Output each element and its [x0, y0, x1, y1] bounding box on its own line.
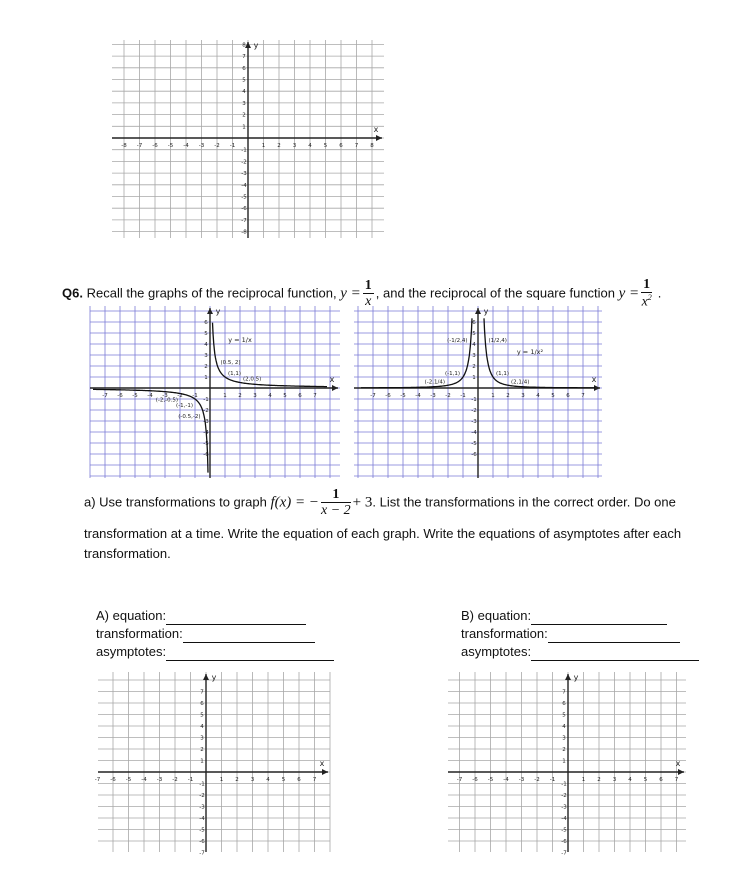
x-tick-label: -2	[445, 393, 451, 399]
x-tick-label: -1	[460, 393, 466, 399]
y-tick-label: 6	[200, 701, 204, 707]
y-tick-label: 6	[242, 65, 246, 72]
x-tick-label: 5	[283, 393, 287, 399]
y-tick-label: -5	[199, 827, 205, 834]
y-tick-label: 5	[200, 712, 204, 719]
block-a: A) equation: transformation: asymptotes:	[96, 607, 334, 661]
y-tick-label: 3	[242, 100, 246, 107]
x-tick-label: -5	[132, 393, 138, 399]
point-label: (0.5, 2)	[220, 360, 241, 366]
x-tick-label: -3	[430, 393, 436, 399]
x-tick-label: -3	[156, 777, 163, 783]
y-tick-label: -1	[471, 397, 477, 403]
y-tick-label: 1	[472, 375, 476, 381]
y-tick-label: 5	[472, 331, 476, 337]
y-tick-label: -6	[471, 452, 477, 458]
y-tick-label: -2	[241, 159, 247, 166]
y-tick-label: -1	[561, 781, 567, 788]
y-axis-arrow	[245, 42, 251, 48]
x-tick-label: 1	[219, 777, 224, 783]
y-tick-label: 7	[200, 689, 204, 696]
y-tick-label: 7	[242, 54, 246, 61]
square-reciprocal-fraction: $\frac{1}{x^2}$	[641, 277, 652, 310]
x-tick-label: 7	[581, 393, 585, 399]
y-tick-label: 5	[562, 712, 566, 719]
x-tick-label: 5	[643, 777, 648, 783]
q6-text-2: and the reciprocal of the square function	[383, 285, 616, 301]
y-equals-2: y =	[618, 285, 640, 302]
x-tick-label: -4	[147, 393, 153, 399]
y-tick-label: 8	[242, 42, 246, 49]
x-tick-label: 5	[281, 777, 286, 783]
reciprocal-curve-left	[93, 389, 208, 472]
q6-statement: Q6. Recall the graphs of the reciprocal function, y = $\frac{1}{x}$ , and the reciprocal of the square function y = $\frac{1}{x^2}$ .	[62, 277, 662, 310]
x-tick-label: -2	[172, 777, 178, 783]
blank-grid-a	[94, 672, 330, 857]
transformation-line-a[interactable]	[183, 630, 315, 643]
x-tick-label: 2	[235, 777, 239, 783]
x-tick-label: -5	[400, 393, 406, 399]
y-tick-label: 4	[562, 724, 566, 730]
y-tick-label: 4	[200, 724, 204, 730]
point-label: (1/2,4)	[488, 338, 507, 344]
y-equals: y =	[340, 285, 361, 302]
x-tick-label: 7	[674, 777, 679, 783]
point-label: (2,0.5)	[243, 376, 262, 383]
x-axis-label: x	[329, 375, 335, 384]
y-tick-label: -7	[561, 850, 567, 857]
x-tick-label: 7	[313, 393, 317, 399]
point-label: (-0.5,-2)	[178, 414, 201, 420]
y-tick-label: 3	[200, 735, 204, 742]
y-tick-label: -7	[241, 217, 247, 224]
reciprocal-equation-label: y = 1/x	[228, 336, 252, 344]
x-tick-label: -2	[177, 393, 183, 399]
x-axis-arrow	[332, 385, 338, 391]
x-axis-label: x	[675, 759, 681, 768]
x-tick-label: 6	[297, 777, 301, 783]
x-axis-arrow	[322, 769, 328, 775]
y-tick-label: -6	[199, 839, 205, 845]
x-tick-label: -6	[152, 143, 158, 149]
y-tick-label: -4	[471, 430, 477, 436]
x-tick-label: -5	[125, 777, 132, 783]
x-tick-label: 5	[323, 143, 328, 149]
x-axis-arrow	[678, 769, 684, 775]
question-number: Q6.	[62, 285, 83, 301]
x-tick-label: -6	[117, 393, 123, 399]
y-tick-label: 1	[242, 124, 246, 131]
x-tick-label: 2	[597, 777, 601, 783]
y-tick-label: -5	[471, 441, 477, 447]
point-label: (-1,1)	[444, 371, 460, 377]
x-tick-label: -3	[518, 777, 525, 783]
square-reciprocal-graph	[354, 306, 602, 478]
y-tick-label: 6	[562, 701, 566, 707]
y-axis-label: y	[211, 673, 217, 682]
y-tick-label: 6	[472, 320, 476, 326]
y-axis-label: y	[573, 673, 579, 682]
y-tick-label: -6	[241, 206, 247, 213]
x-tick-label: 4	[536, 393, 540, 399]
y-tick-label: -5	[241, 194, 247, 201]
y-tick-label: -3	[199, 804, 205, 811]
y-tick-label: -5	[561, 827, 567, 834]
x-axis-arrow	[376, 135, 382, 141]
y-tick-label: 2	[562, 747, 566, 753]
y-tick-label: -3	[471, 419, 477, 425]
x-tick-label: -1	[192, 393, 198, 399]
y-axis-label: y	[483, 307, 489, 316]
y-tick-label: 4	[204, 342, 208, 348]
point-label: (1,1)	[228, 371, 242, 377]
reciprocal-graph	[90, 306, 340, 478]
y-tick-label: -2	[561, 793, 567, 799]
x-tick-label: 6	[339, 143, 343, 149]
y-tick-label: -1	[203, 397, 209, 403]
x-tick-label: -7	[102, 393, 108, 399]
x-tick-label: 3	[292, 143, 297, 149]
x-tick-label: 1	[223, 393, 227, 399]
x-tick-label: 1	[261, 143, 266, 149]
y-axis-label: y	[215, 307, 221, 316]
y-tick-label: 2	[204, 364, 208, 370]
y-tick-label: -6	[203, 452, 209, 458]
equation-line-a[interactable]	[166, 612, 306, 625]
x-tick-label: -3	[198, 143, 205, 149]
x-tick-label: 6	[298, 393, 302, 399]
x-tick-label: -1	[549, 777, 556, 783]
x-tick-label: 3	[521, 393, 525, 399]
y-tick-label: -3	[241, 171, 247, 178]
part-a-instructions: a) Use transformations to graph f(x) = − $\frac{1}{x - 2}$ + 3. List the transformations in the correct order. Do one transformation at a time. Write the equation of each graph. Write the equations of asymptotes after each transformation.	[84, 487, 682, 561]
y-tick-label: 2	[242, 112, 246, 119]
y-tick-label: -8	[241, 229, 247, 236]
y-tick-label: -4	[241, 182, 247, 189]
y-tick-label: -4	[561, 816, 567, 822]
x-tick-label: 8	[370, 143, 374, 149]
y-tick-label: 1	[204, 375, 208, 381]
x-axis-label: x	[373, 125, 379, 134]
y-tick-label: -5	[203, 441, 209, 447]
y-tick-label: 1	[562, 758, 566, 765]
y-tick-label: -4	[199, 816, 205, 822]
top-blank-grid	[112, 40, 384, 238]
x-tick-label: -4	[415, 393, 421, 399]
point-label: (-2,1/4)	[424, 379, 445, 386]
x-tick-label: -4	[183, 143, 189, 149]
x-tick-label: 1	[491, 393, 495, 399]
x-tick-label: 4	[268, 393, 272, 399]
x-tick-label: 2	[238, 393, 242, 399]
y-tick-label: 4	[472, 342, 476, 348]
x-tick-label: 4	[628, 777, 632, 783]
y-tick-label: 3	[472, 353, 476, 359]
y-tick-label: -3	[561, 804, 567, 811]
point-label: (1,1)	[496, 371, 510, 377]
x-tick-label: -8	[121, 143, 127, 149]
x-tick-label: -6	[110, 777, 116, 783]
y-tick-label: -2	[199, 793, 205, 799]
y-tick-label: -2	[203, 408, 209, 414]
x-tick-label: -7	[94, 777, 101, 783]
x-tick-label: 4	[266, 777, 270, 783]
y-tick-label: 4	[242, 89, 246, 96]
x-tick-label: -7	[370, 393, 376, 399]
point-label: (2,1/4)	[511, 379, 530, 386]
x-tick-label: 3	[250, 777, 255, 783]
x-tick-label: 7	[354, 143, 359, 149]
x-tick-label: -4	[503, 777, 509, 783]
y-tick-label: -6	[561, 839, 567, 845]
transformation-line-b[interactable]	[548, 630, 680, 643]
x-tick-label: -3	[162, 393, 168, 399]
y-tick-label: 5	[204, 331, 208, 337]
x-tick-label: 2	[277, 143, 281, 149]
y-tick-label: 1	[200, 758, 204, 765]
x-tick-label: -2	[534, 777, 540, 783]
x-tick-label: -4	[141, 777, 147, 783]
x-tick-label: -7	[136, 143, 143, 149]
x-tick-label: -1	[187, 777, 194, 783]
equation-line-b[interactable]	[531, 612, 667, 625]
reciprocal-fraction: $\frac{1}{x}$	[364, 277, 372, 309]
x-tick-label: -2	[214, 143, 220, 149]
y-axis-label: y	[253, 41, 259, 50]
y-tick-label: 3	[562, 735, 566, 742]
sq-equation-label: y = 1/x²	[516, 348, 544, 356]
x-tick-label: 3	[253, 393, 257, 399]
x-tick-label: 3	[612, 777, 617, 783]
y-tick-label: -4	[203, 430, 209, 436]
x-tick-label: 5	[551, 393, 555, 399]
y-tick-label: 3	[204, 353, 208, 359]
y-tick-label: 7	[562, 689, 566, 696]
y-tick-label: -1	[241, 147, 247, 154]
y-tick-label: -2	[471, 408, 477, 414]
x-tick-label: 6	[659, 777, 663, 783]
y-axis-arrow	[565, 674, 571, 680]
asymptotes-line-b[interactable]	[531, 648, 699, 661]
y-tick-label: -7	[199, 850, 205, 857]
x-tick-label: 7	[312, 777, 317, 783]
y-tick-label: 2	[472, 364, 476, 370]
asymptotes-line-a[interactable]	[166, 648, 334, 661]
x-tick-label: -5	[487, 777, 494, 783]
x-tick-label: -6	[385, 393, 391, 399]
x-tick-label: 4	[308, 143, 312, 149]
y-tick-label: -3	[203, 419, 209, 425]
fx-fraction: $\frac{1}{x - 2}$	[321, 487, 351, 518]
y-tick-label: 6	[204, 320, 208, 326]
x-axis-label: x	[319, 759, 325, 768]
blank-grid-b	[448, 672, 686, 857]
y-tick-label: 5	[242, 77, 246, 84]
x-axis-label: x	[591, 375, 597, 384]
x-tick-label: -6	[472, 777, 478, 783]
x-tick-label: 2	[506, 393, 510, 399]
x-tick-label: 6	[566, 393, 570, 399]
block-b: B) equation: transformation: asymptotes:	[461, 607, 699, 661]
y-axis-arrow	[203, 674, 209, 680]
q6-text-1: Recall the graphs of the reciprocal function,	[86, 285, 337, 301]
x-tick-label: -1	[229, 143, 236, 149]
x-tick-label: -5	[167, 143, 174, 149]
y-tick-label: -1	[199, 781, 205, 788]
x-tick-label: -7	[456, 777, 463, 783]
y-tick-label: 2	[200, 747, 204, 753]
x-tick-label: 1	[581, 777, 586, 783]
point-label: (-1,-1)	[175, 403, 193, 409]
point-label: (-1/2,4)	[447, 338, 468, 344]
point-label: (-2,-0.5)	[155, 397, 178, 404]
